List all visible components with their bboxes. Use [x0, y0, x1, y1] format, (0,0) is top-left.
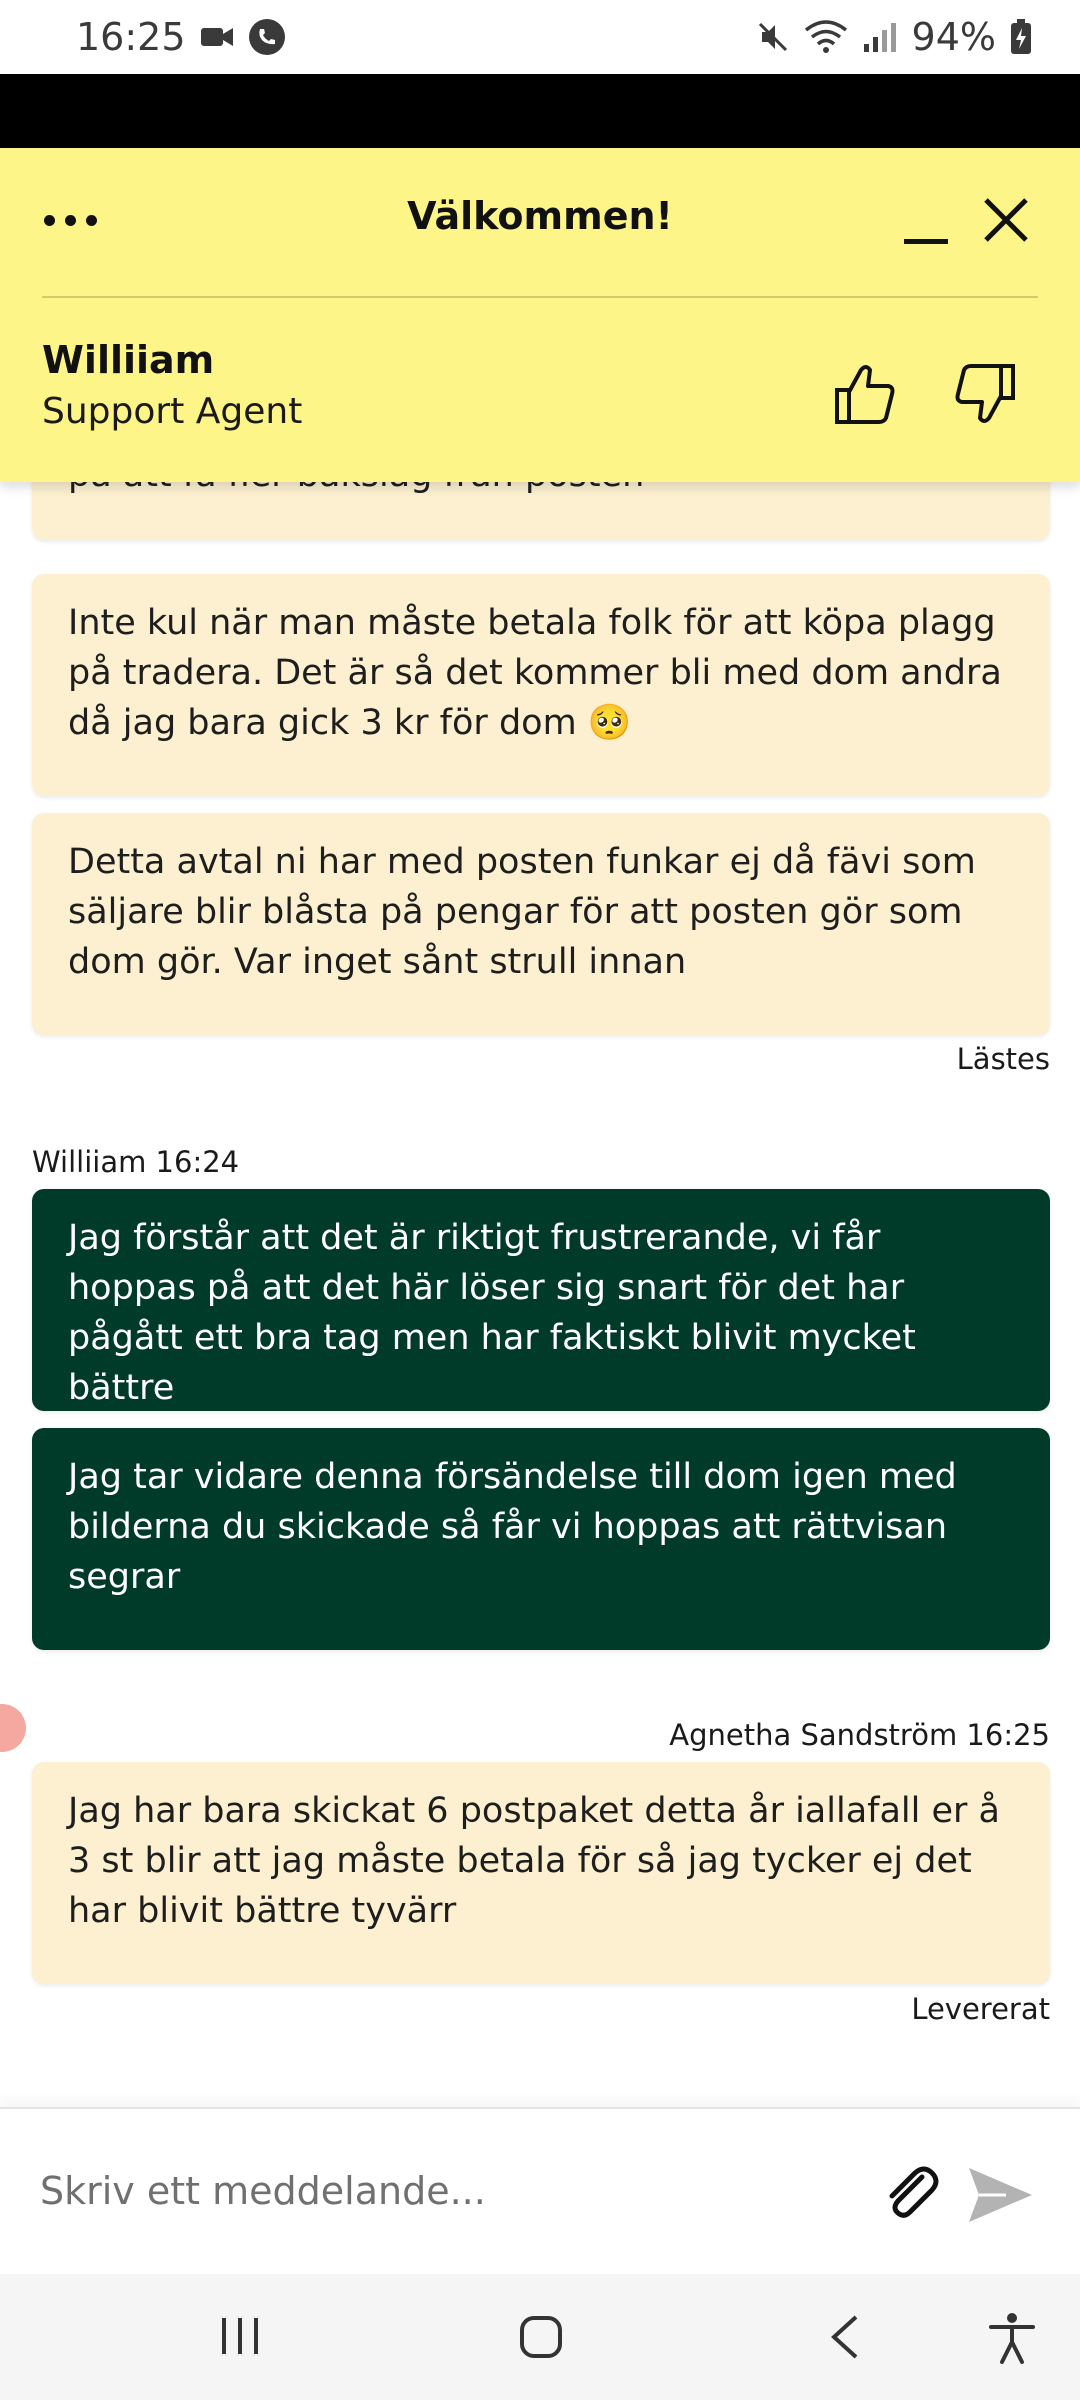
phone-call-icon: [248, 18, 286, 56]
paperclip-icon[interactable]: [878, 2161, 944, 2227]
message-text: Jag förstår att det är riktigt frustrerande, vi får hoppas på att det här löser sig snart för det har pågått ett bra tag men har faktiskt blivit mycket bättre: [68, 1218, 916, 1408]
message-text: Jag har bara skickat 6 postpaket detta år iallafall er å 3 st blir att jag måste betala för så jag tycker ej det har blivit bättre tyvärr: [68, 1791, 1000, 1931]
system-nav-bar: [0, 2274, 1080, 2400]
message-bubble-user: [32, 1762, 1050, 1984]
home-icon[interactable]: [518, 2314, 564, 2360]
chat-title: Välkommen!: [407, 194, 673, 238]
message-list[interactable]: [0, 482, 1080, 2107]
agent-name: Williiam: [42, 338, 215, 382]
black-band: [0, 74, 1080, 148]
user-timestamp: Agnetha Sandström 16:25: [669, 1718, 1050, 1752]
recent-apps-icon[interactable]: [218, 2316, 262, 2356]
wifi-icon: [804, 20, 848, 54]
battery-percentage: 94%: [911, 15, 996, 59]
battery-charging-icon: [1010, 19, 1032, 55]
message-input[interactable]: [40, 2159, 840, 2223]
status-bar: [0, 0, 1080, 74]
message-text: Jag tar vidare denna försändelse till dom igen med bilderna du skickade så får vi hoppas att rättvisan segrar: [68, 1457, 957, 1597]
close-icon[interactable]: [980, 194, 1032, 246]
agent-role: Support Agent: [42, 391, 303, 432]
delivered-status: Levererat: [911, 1992, 1050, 2026]
message-composer: [0, 2107, 1080, 2274]
message-bubble-user: [32, 574, 1050, 796]
signal-icon: [862, 20, 898, 54]
thumbs-up-icon[interactable]: [834, 362, 896, 426]
floating-bubble[interactable]: [0, 1704, 26, 1752]
back-icon[interactable]: [826, 2314, 862, 2360]
accessibility-icon[interactable]: [988, 2312, 1036, 2364]
read-status: Lästes: [956, 1042, 1050, 1076]
header-divider: [42, 296, 1038, 298]
message-bubble-agent: [32, 1428, 1050, 1650]
message-text: Detta avtal ni har med posten funkar ej då fävi som säljare blir blåsta på pengar för att posten gör som dom gör. Var inget sånt strull innan: [68, 842, 976, 982]
agent-timestamp: Williiam 16:24: [32, 1145, 240, 1179]
message-bubble-user: [32, 813, 1050, 1035]
status-time: 16:25: [76, 15, 186, 59]
video-camera-icon: [200, 25, 234, 49]
thumbs-down-icon[interactable]: [954, 362, 1016, 426]
minimize-icon[interactable]: [902, 208, 950, 248]
chat-header: [0, 148, 1080, 482]
message-text: Inte kul när man måste betala folk för att köpa plagg på tradera. Det är så det kommer bli med dom andra då jag bara gick 3 kr för dom 🥺: [68, 603, 1002, 743]
send-icon[interactable]: [966, 2165, 1034, 2225]
mute-icon: [756, 20, 790, 54]
message-bubble-agent: [32, 1189, 1050, 1411]
